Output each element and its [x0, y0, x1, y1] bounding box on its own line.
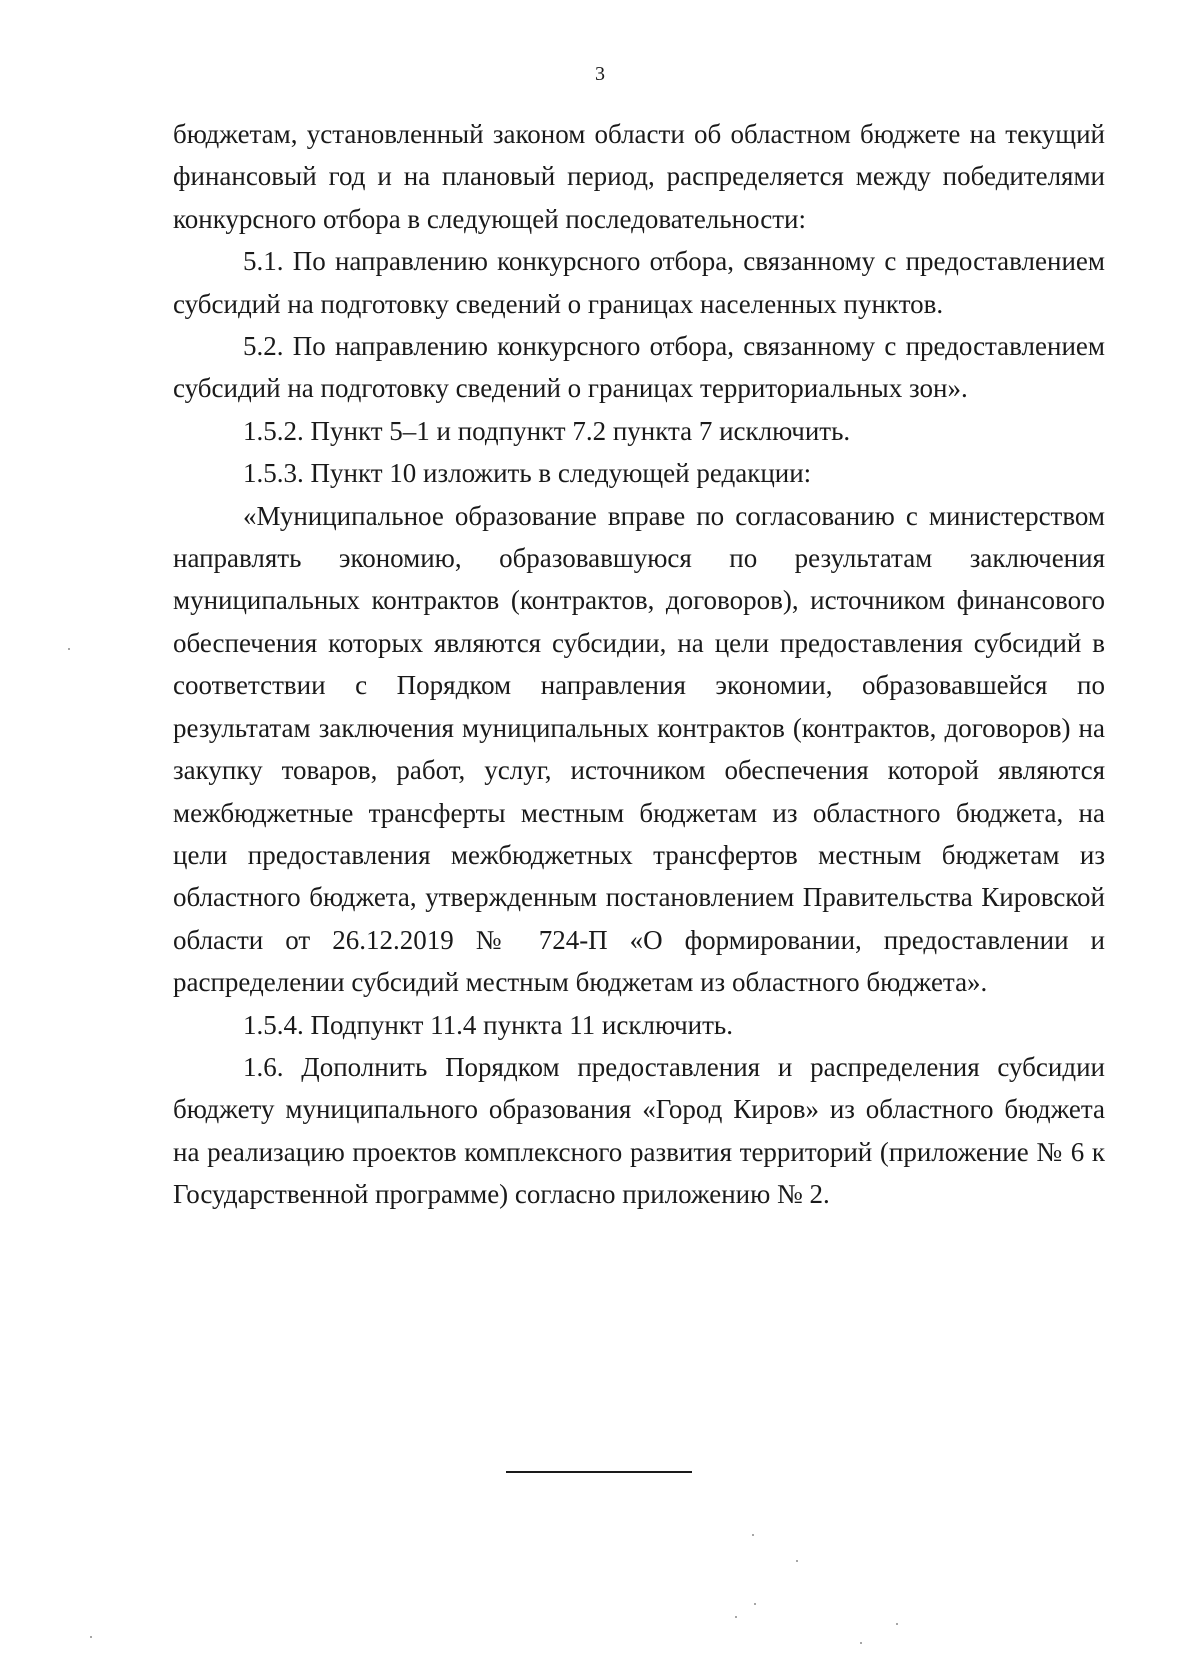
- paragraph-item-1-6: 1.6. Дополнить Порядком предоставления и распределения субсидии бюджету муниципального образования «Город Киров» из областного бюджета на реализацию проектов комплексного развития территорий (приложение № 6 к Государственной программе) согласно приложению № 2.: [173, 1051, 1105, 1210]
- scan-speck: [68, 648, 70, 650]
- scan-speck: [860, 1642, 862, 1644]
- paragraph-item-1-5-3: 1.5.3. Пункт 10 изложить в следующей редакции:: [243, 458, 812, 489]
- scan-speck: [754, 1603, 756, 1605]
- scan-speck: [896, 1623, 898, 1625]
- paragraph-item-5-1: 5.1. По направлению конкурсного отбора, связанному с предоставлением субсидий на подготовку сведений о границах населенных пунктов.: [173, 246, 1105, 319]
- paragraph-continuation: бюджетам, установленный законом области об областном бюджете на текущий финансовый год и на плановый период, распределяется между победителями конкурсного отбора в следующей последовательности:: [173, 119, 1105, 234]
- scan-speck: [796, 1560, 798, 1562]
- paragraph-item-1-5-2: 1.5.2. Пункт 5–1 и подпункт 7.2 пункта 7 исключить.: [243, 415, 851, 446]
- scan-speck: [735, 1616, 737, 1618]
- scan-speck: [90, 1636, 92, 1638]
- end-of-text-rule: [506, 1471, 692, 1473]
- paragraph-item-1-5-4: 1.5.4. Подпункт 11.4 пункта 11 исключить.: [243, 1009, 733, 1040]
- paragraph-item-10-text: «Муниципальное образование вправе по согласованию с министерством направлять экономию, образовавшуюся по результатам заключения муниципальных контрактов (контрактов, договоров), источником финансового обеспечения которых являются субсидии, на цели предоставления субсидий в соответствии с Порядком направления экономии, образовавшейся по результатам заключения муниципальных контрактов (контрактов, договоров) на закупку товаров, работ, услуг, источником обеспечения которой являются межбюджетные трансферты местным бюджетам из областного бюджета, на цели предоставления межбюджетных трансфертов местным бюджетам из областного бюджета, утвержденным постановлением Правительства Кировской области от 26.12.2019 № 724-П «О формировании, предоставлении и распределении субсидий местным бюджетам из областного бюджета».: [173, 500, 1105, 998]
- document-body: [173, 113, 1105, 1216]
- page-number: 3: [595, 63, 605, 85]
- paragraph-item-5-2: 5.2. По направлению конкурсного отбора, связанному с предоставлением субсидий на подготовку сведений о границах территориальных зон».: [173, 331, 1105, 404]
- scan-speck: [752, 1534, 754, 1536]
